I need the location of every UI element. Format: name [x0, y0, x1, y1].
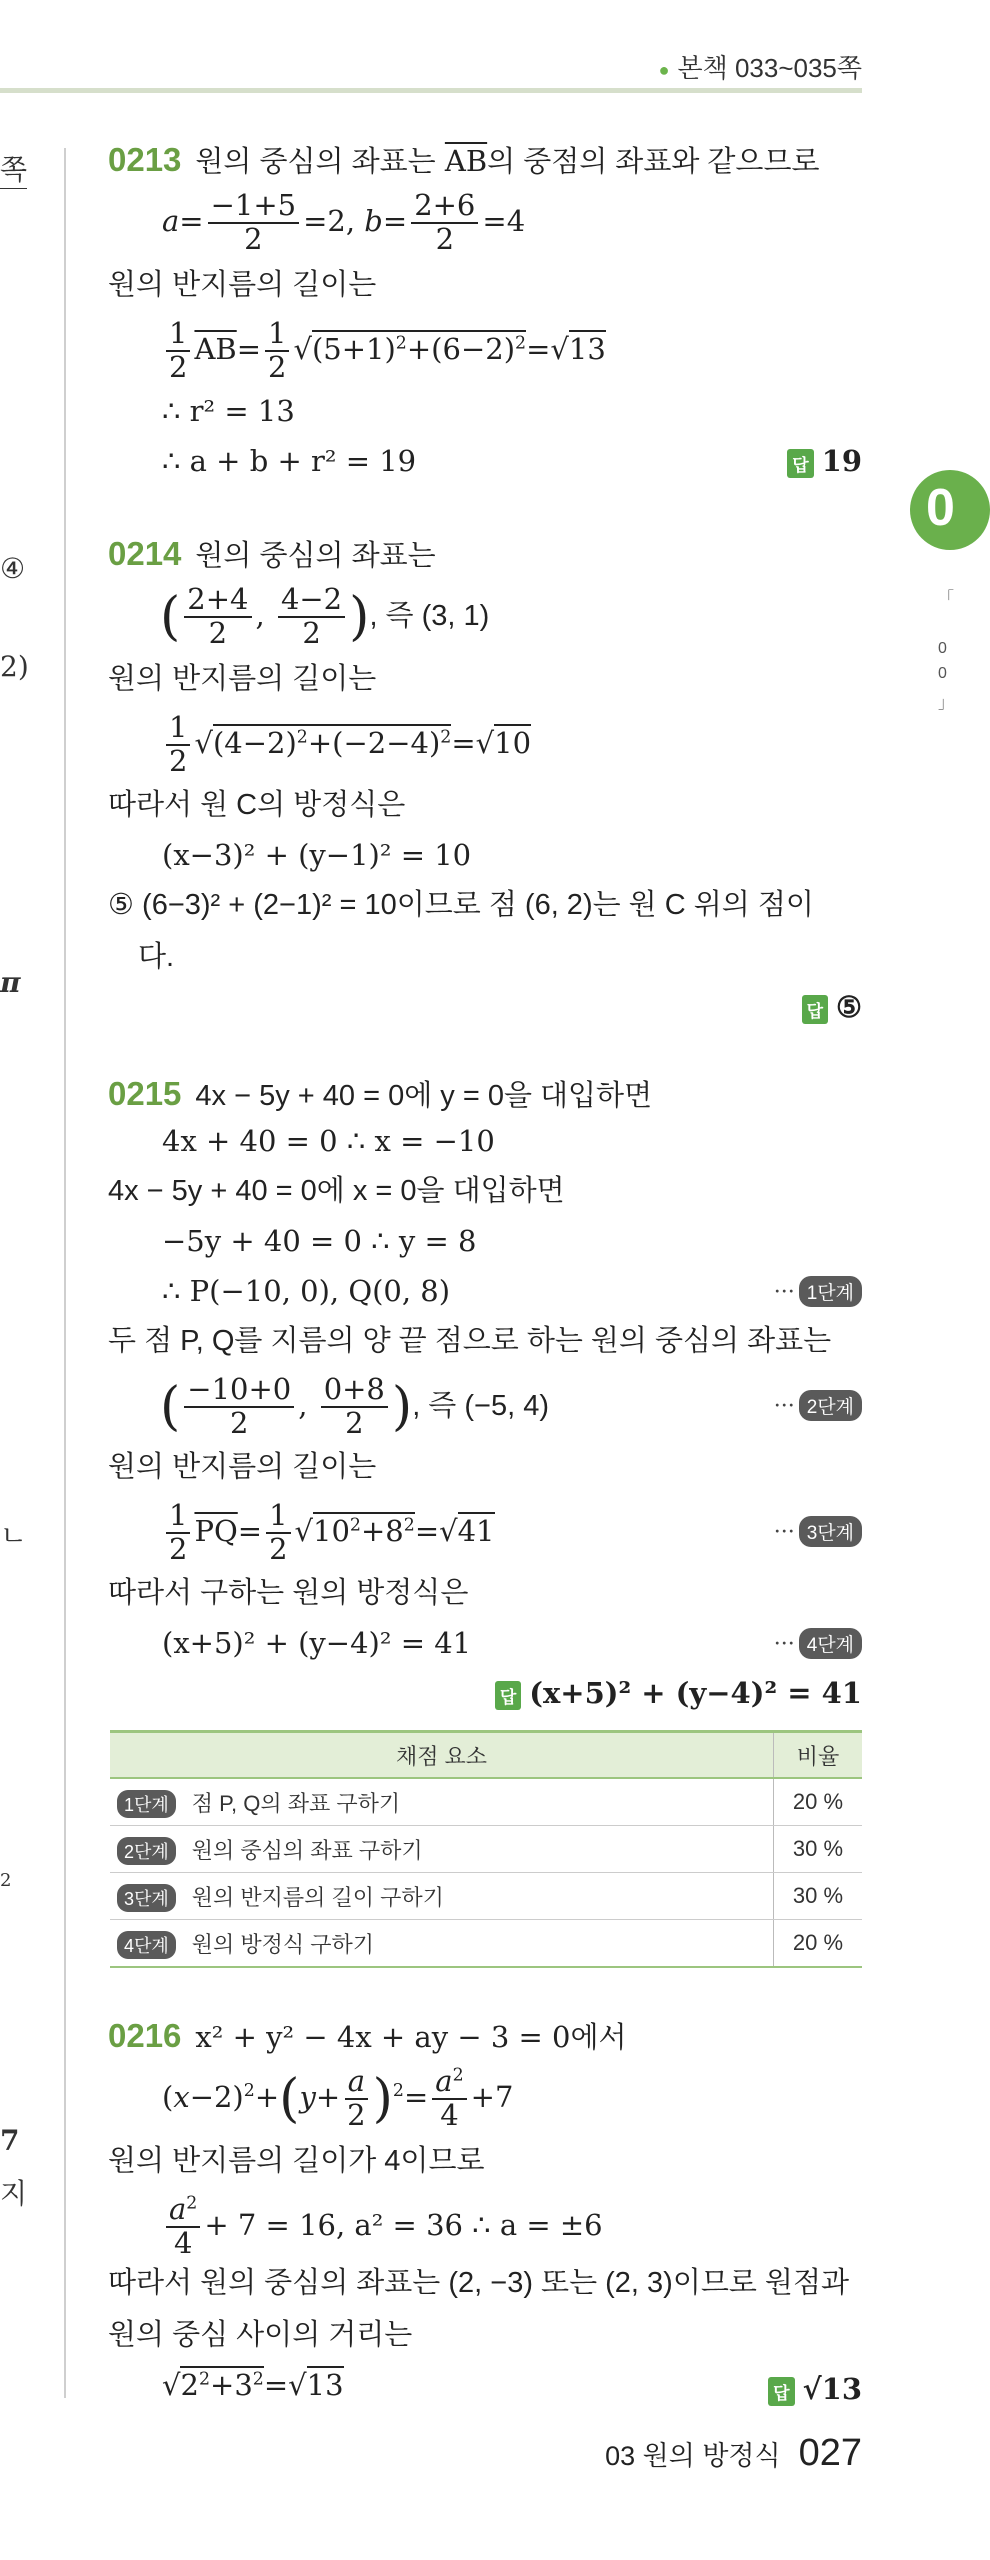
formula-line: (x−3)² + (y−1)² = 10 [162, 838, 472, 872]
criteria-text: 원의 중심의 좌표 구하기 [191, 1837, 423, 1863]
tab-text: 」 [938, 695, 955, 712]
problem-0214-heading: 0214 원의 중심의 좌표는 [108, 535, 436, 572]
table-row [110, 1920, 862, 1968]
left-fragment: 지 [0, 2178, 28, 2209]
formula-line: $\frac{1}{2}$ $√(4-2)^2+(-2-4)^2=√10$ [162, 712, 531, 778]
ratio-value: 30 % [774, 1826, 863, 1873]
equation-intro: 따라서 원 C의 방정식은 [108, 789, 406, 821]
answer: 답 √13 [768, 2372, 862, 2406]
formula-line: −5y + 40 = 0 ∴ y = 8 [162, 1224, 477, 1258]
check-line: 다. [138, 941, 175, 973]
page-footer [605, 2432, 862, 2475]
problem-0213-heading: 0213 원의 중심의 좌표는 $\overline{AB}$의 중점의 좌표와 같으므로 [108, 141, 820, 178]
formula-line: ∴ P(−10, 0), Q(0, 8) [162, 1274, 451, 1308]
problem-0215-heading: 0215 4x − 5y + 40 = 0에 y = 0을 대입하면 [108, 1075, 653, 1112]
step-marker: ··· 1단계 [774, 1276, 862, 1307]
left-fragment: 쪽 [0, 148, 27, 189]
formula-line: ( $\frac{2+4}{2}$ , $\frac{4-2}{2}$ ), 즉 (3, 1) [160, 582, 490, 650]
text-line: 4x − 5y + 40 = 0에 x = 0을 대입하면 [108, 1175, 565, 1207]
radius-intro: 원의 반지름의 길이는 [108, 269, 377, 301]
grading-table [110, 1730, 862, 1968]
formula-line: ∴ r² = 13 [162, 394, 295, 428]
text-line: 원의 중심 사이의 거리는 [108, 2319, 413, 2351]
column-divider [64, 148, 66, 2398]
step-badge: 2단계 [117, 1837, 176, 1865]
left-fragment: ④ [0, 552, 26, 585]
check-line: ⑤ (6−3)² + (2−1)² = 10이므로 점 (6, 2)는 원 C 위의 점이 [108, 889, 814, 921]
step-marker: ··· 3단계 [774, 1516, 862, 1547]
ratio-value: 20 % [774, 1778, 863, 1826]
text-line: 두 점 P, Q를 지름의 양 끝 점으로 하는 원의 중심의 좌표는 [108, 1325, 832, 1357]
formula-line: $\frac{1}{2}$ $\overline{AB}=$ $\frac{1}{2}$ $√(5+1)^2+(6-2)^2=√13$ [162, 318, 606, 384]
formula-line: a= $\frac{-1+5}{2}$ =2, b= $\frac{2+6}{2}$ =4 [162, 188, 526, 256]
page-number: 027 [798, 2432, 862, 2474]
formula-line: (x+5)² + (y−4)² = 41 [162, 1626, 472, 1660]
criteria-text: 원의 반지름의 길이 구하기 [191, 1884, 444, 1910]
criteria-text: 원의 방정식 구하기 [191, 1931, 375, 1957]
table-header-row [110, 1732, 862, 1779]
bullet-icon: ● [658, 59, 670, 80]
formula-line: $\frac{1}{2}$ $\overline{PQ}=$ $\frac{1}{2}$ $√10^2+8^2=√41$ [162, 1500, 495, 1566]
left-fragment: ㄴ [0, 1520, 28, 1551]
radius-intro: 원의 반지름의 길이는 [108, 663, 377, 695]
left-fragment: 7 [0, 2124, 20, 2157]
formula-line: ∴ a + b + r² = 19 [162, 444, 417, 478]
table-row [110, 1778, 862, 1826]
table-row [110, 1873, 862, 1920]
answer: 답 (x+5)² + (y−4)² = 41 [495, 1676, 862, 1710]
equation-intro: 따라서 구하는 원의 방정식은 [108, 1577, 469, 1609]
text-line: 따라서 원의 중심의 좌표는 (2, −3) 또는 (2, 3)이므로 원점과 [108, 2267, 849, 2299]
criteria-text: 점 P, Q의 좌표 구하기 [191, 1790, 401, 1816]
table-row [110, 1826, 862, 1873]
header-rule [0, 88, 862, 93]
formula-line: $(x-2)^2+(y+$ $\frac{a}{2}$ )$^2$= $\frac{a^2}{4}$ +7 [162, 2064, 514, 2132]
tab-text: 0 [938, 640, 947, 657]
ratio-value: 30 % [774, 1873, 863, 1920]
step-marker: ··· 2단계 [774, 1390, 862, 1421]
formula-line: $\frac{a^2}{4}$ + 7 = 16, a² = 36 ∴ a = ±6 [162, 2194, 603, 2260]
problem-0216-heading: 0216 x² + y² − 4x + ay − 3 = 0에서 [108, 2017, 627, 2054]
answer: 답 ⑤ [802, 990, 862, 1024]
page-header [0, 0, 952, 100]
header-criteria: 채점 요소 [110, 1732, 774, 1779]
formula-line: $√2^2+3^2=√13$ [162, 2368, 344, 2402]
footer-chapter: 03 원의 방정식 [605, 2441, 781, 2471]
header-ratio: 비율 [774, 1732, 863, 1779]
tab-text: 0 [938, 665, 947, 682]
formula-line: 4x + 40 = 0 ∴ x = −10 [162, 1124, 495, 1158]
left-fragment: π [0, 966, 21, 999]
tab-text: 「 [938, 590, 955, 607]
left-fragment: 2) [0, 650, 29, 683]
step-badge: 3단계 [117, 1884, 176, 1912]
answer: 답 19 [787, 444, 862, 478]
radius-intro: 원의 반지름의 길이는 [108, 1451, 377, 1483]
ratio-value: 20 % [774, 1920, 863, 1968]
formula-line: ( $\frac{-10+0}{2}$ , $\frac{0+8}{2}$ ), 즉 (−5, 4) [160, 1372, 549, 1440]
step-marker: ··· 4단계 [774, 1628, 862, 1659]
header-label: ● 본책 033~035쪽 [658, 53, 862, 83]
step-badge: 4단계 [117, 1931, 176, 1959]
step-badge: 1단계 [117, 1790, 176, 1818]
chapter-tab: 0 [910, 470, 990, 550]
left-fragment: 2 [0, 1870, 12, 1891]
radius-intro: 원의 반지름의 길이가 4이므로 [108, 2145, 485, 2177]
